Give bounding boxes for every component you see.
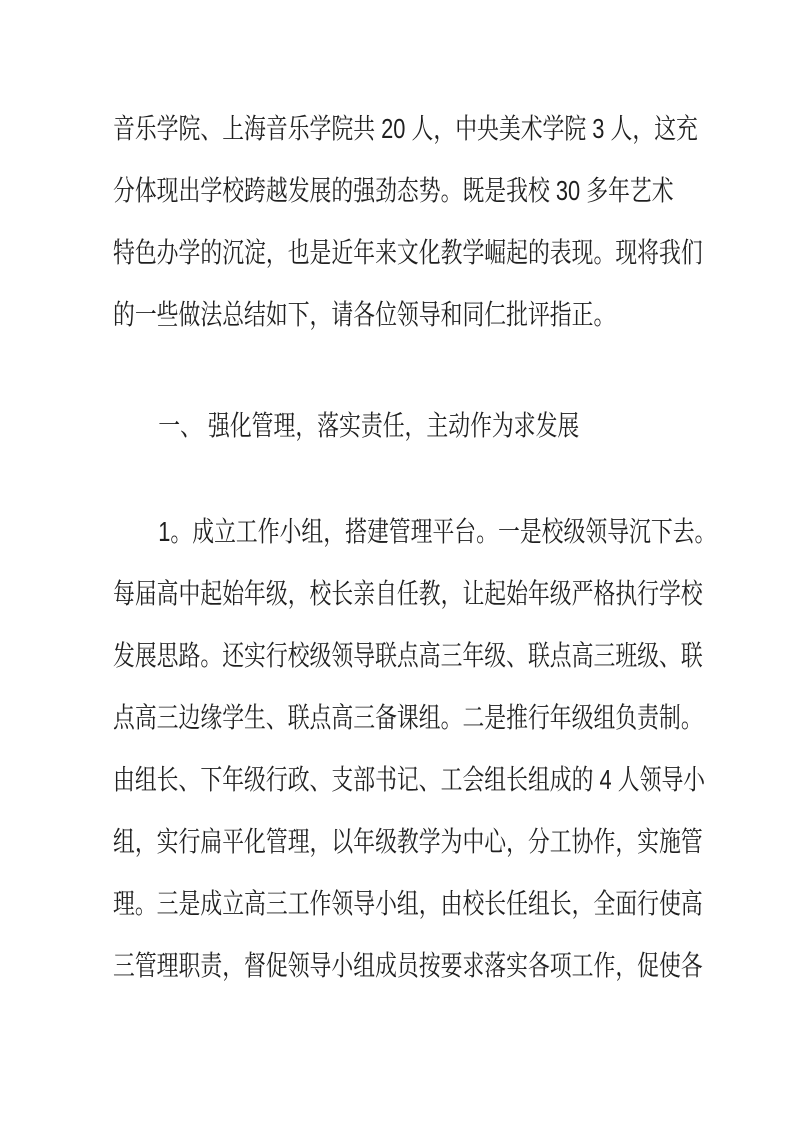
text-line: 组，实行扁平化管理，以年级教学为中心，分工协作，实施管 bbox=[113, 826, 703, 857]
text-line: 特色办学的沉淀，也是近年来文化教学崛起的表现。现将我们 bbox=[113, 237, 703, 268]
text-line: 三管理职责，督促领导小组成员按要求落实各项工作，促使各 bbox=[113, 950, 703, 981]
text-line: 由组长、下年级行政、支部书记、工会组长组成的 4 人领导小 bbox=[113, 764, 706, 795]
paragraph-intro bbox=[113, 98, 753, 346]
text-line: 的一些做法总结如下，请各位领导和同仁批评指正。 bbox=[113, 299, 616, 330]
text-line: 分体现出学校跨越发展的强劲态势。既是我校 30 多年艺术 bbox=[113, 175, 674, 206]
text-line: 音乐学院、上海音乐学院共 20 人，中央美术学院 3 人，这充 bbox=[113, 113, 698, 144]
text-line: 1。成立工作小组，搭建管理平台。一是校级领导沉下去。 bbox=[158, 516, 717, 547]
text-line: 发展思路。还实行校级领导联点高三年级、联点高三班级、联 bbox=[113, 640, 703, 671]
section-heading: 一、 强化管理，落实责任，主动作为求发展 bbox=[158, 410, 580, 441]
text-line: 理。三是成立高三工作领导小组，由校长任组长，全面行使高 bbox=[113, 888, 703, 919]
paragraph-point-1 bbox=[113, 501, 753, 997]
text-line: 点高三边缘学生、联点高三备课组。二是推行年级组负责制。 bbox=[113, 702, 703, 733]
text-line: 每届高中起始年级，校长亲自任教，让起始年级严格执行学校 bbox=[113, 578, 703, 609]
